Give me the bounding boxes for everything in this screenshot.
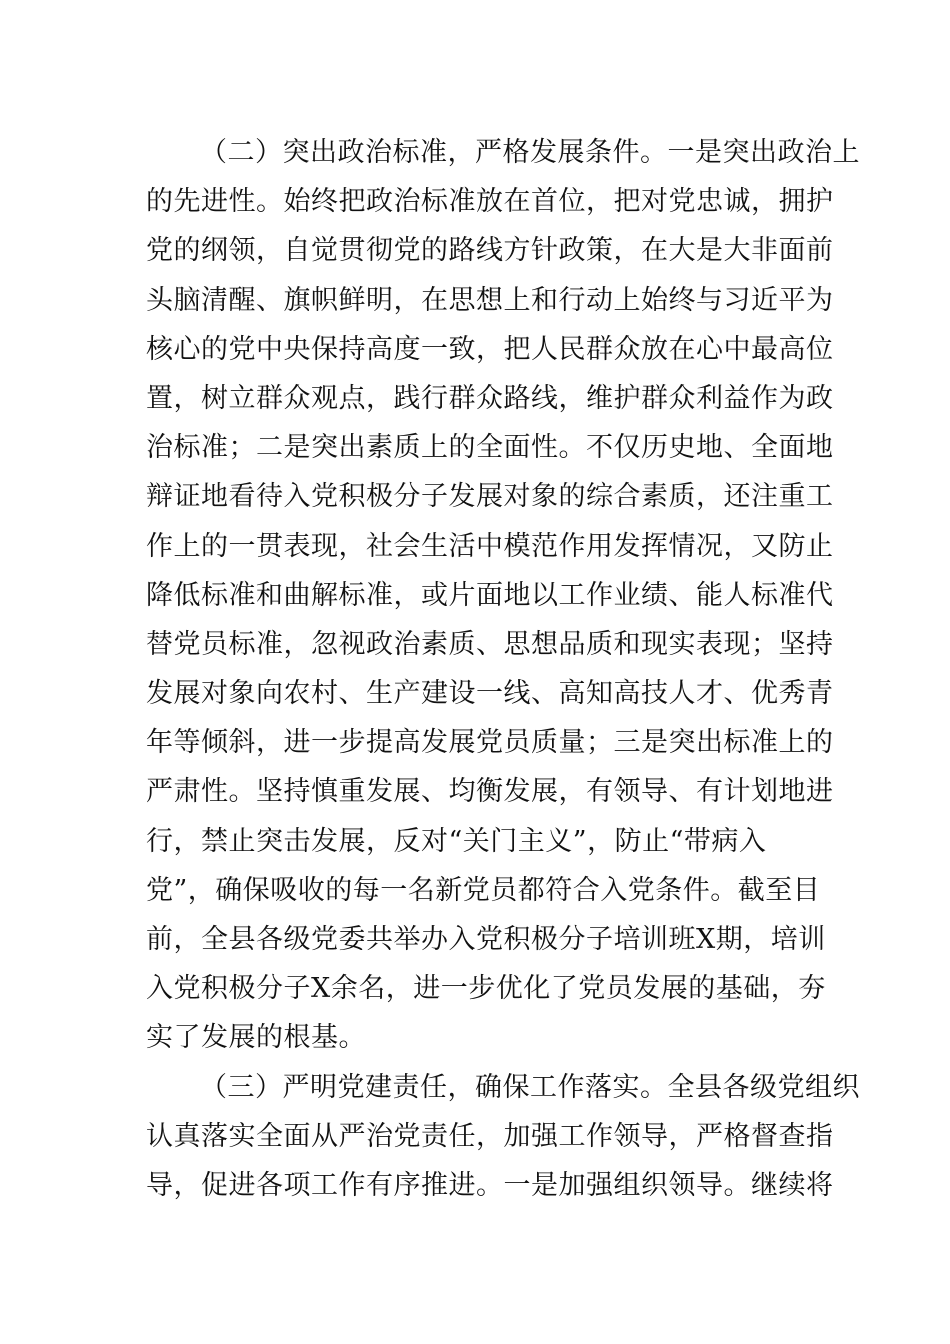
paragraph-2-line: 置，树立群众观点，践行群众路线，维护群众利益作为政: [146, 382, 834, 414]
paragraph-2-line: 辩证地看待入党积极分子发展对象的综合素质，还注重工: [146, 481, 834, 513]
paragraph-2-line: 行，禁止突击发展，反对“关门主义”，防止“带病入: [146, 825, 767, 857]
paragraph-2-line: 治标准；二是突出素质上的全面性。不仅历史地、全面地: [146, 432, 834, 464]
document-body: [146, 128, 860, 1210]
paragraph-2-line: 严肃性。坚持慎重发展、均衡发展，有领导、有计划地进: [146, 776, 834, 808]
paragraph-2-line: 前，全县各级党委共举办入党积极分子培训班X期，培训: [146, 924, 826, 955]
paragraph-2-line: 核心的党中央保持高度一致，把人民群众放在心中最高位: [146, 333, 834, 365]
paragraph-2-line: 头脑清醒、旗帜鲜明，在思想上和行动上始终与习近平为: [146, 284, 834, 316]
paragraph-2-line: 替党员标准，忽视政治素质、思想品质和现实表现；坚持: [146, 628, 834, 660]
paragraph-3-line: 导，促进各项工作有序推进。一是加强组织领导。继续将: [146, 1169, 834, 1201]
paragraph-2-line: 党”，确保吸收的每一名新党员都符合入党条件。截至目: [146, 874, 821, 906]
paragraph-2-line: 年等倾斜，进一步提高发展党员质量；三是突出标准上的: [146, 727, 834, 759]
paragraph-2-line: 作上的一贯表现，社会生活中模范作用发挥情况，又防止: [146, 530, 834, 562]
paragraph-2-line: 实了发展的根基。: [146, 1022, 366, 1054]
paragraph-2-line: （二）突出政治标准，严格发展条件。一是突出政治上: [200, 137, 860, 168]
paragraph-2-line: 降低标准和曲解标准，或片面地以工作业绩、能人标准代: [146, 579, 834, 611]
paragraph-2-line: 入党积极分子X余名，进一步优化了党员发展的基础，夯: [146, 973, 826, 1005]
paragraph-3-line: 认真落实全面从严治党责任，加强工作领导，严格督查指: [146, 1120, 834, 1152]
paragraph-2-line: 党的纲领，自觉贯彻党的路线方针政策，在大是大非面前: [146, 235, 834, 267]
paragraph-2-line: 发展对象向农村、生产建设一线、高知高技人才、优秀青: [146, 678, 834, 710]
paragraph-2-line: 的先进性。始终把政治标准放在首位，把对党忠诚，拥护: [146, 186, 834, 218]
paragraph-3-line: （三）严明党建责任，确保工作落实。全县各级党组织: [200, 1071, 860, 1103]
